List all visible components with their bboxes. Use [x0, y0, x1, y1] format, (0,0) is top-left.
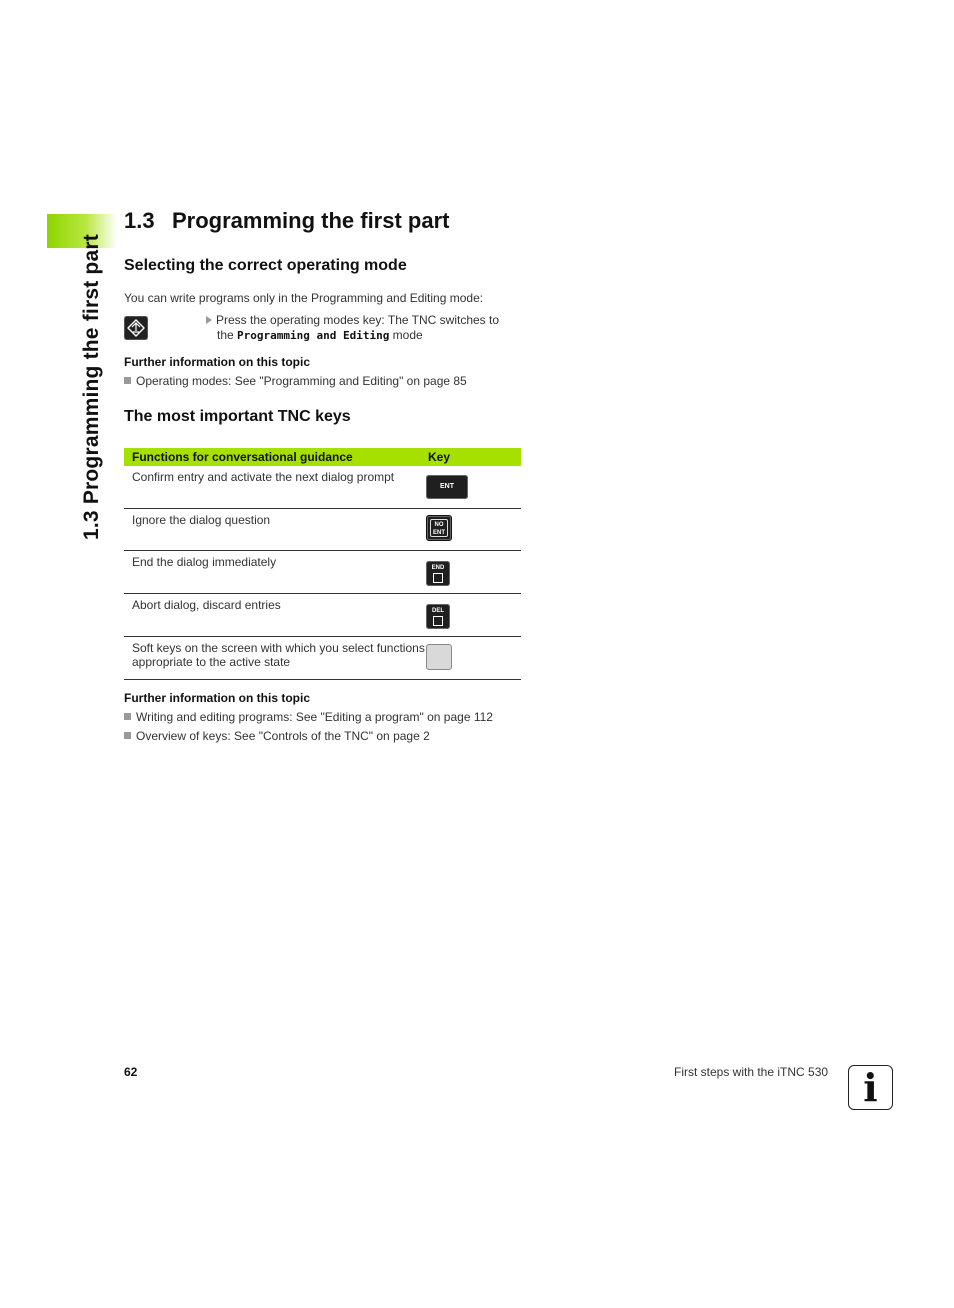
key-label-top: NO	[434, 522, 444, 528]
instruction-text: Press the operating modes key: The TNC switches to	[216, 313, 500, 327]
info-icon: i	[848, 1065, 893, 1110]
key-cell	[426, 594, 521, 637]
instruction-the: the	[217, 328, 238, 342]
key-label: DEL	[432, 608, 444, 614]
subheading-operating-mode: Selecting the correct operating mode	[124, 257, 407, 274]
end-key-icon	[426, 561, 450, 586]
section-number: 1.3	[124, 208, 155, 233]
keys-table	[124, 448, 521, 680]
mode-name: Programming and Editing	[237, 329, 390, 342]
key-cell	[426, 551, 521, 594]
header-key: Key	[426, 448, 521, 466]
key-cell	[426, 637, 521, 680]
soft-key-icon	[426, 644, 452, 670]
further-info-title-1: Further information on this topic	[124, 355, 310, 369]
key-cell	[426, 509, 521, 551]
table-row	[124, 637, 521, 680]
further-info-title-2: Further information on this topic	[124, 691, 310, 705]
table-row	[124, 551, 521, 594]
function-cell: Confirm entry and activate the next dialog prompt	[124, 466, 426, 509]
bullet-square-icon	[124, 377, 131, 384]
table-row	[124, 509, 521, 551]
key-label-bottom: ENT	[433, 530, 445, 536]
instruction-post: mode	[389, 328, 423, 342]
function-cell: Ignore the dialog question	[124, 509, 426, 551]
ent-key-icon: ENT	[426, 475, 468, 499]
function-cell: Abort dialog, discard entries	[124, 594, 426, 637]
further-info-bullet	[124, 729, 430, 743]
del-key-icon	[426, 604, 450, 629]
bullet-square-icon	[124, 713, 131, 720]
instruction-step	[206, 313, 526, 343]
key-cell	[426, 466, 521, 509]
key-label: END	[431, 565, 445, 571]
step-arrow-icon	[206, 316, 212, 324]
bullet-text: Operating modes: See "Programming and Editing" on page 85	[136, 374, 467, 388]
table-header-row	[124, 448, 521, 466]
function-cell: End the dialog immediately	[124, 551, 426, 594]
intro-text: You can write programs only in the Programming and Editing mode:	[124, 291, 484, 305]
bullet-text: Writing and editing programs: See "Editing a program" on page 112	[136, 710, 493, 724]
side-tab-title: 1.3 Programming the first part	[80, 234, 103, 540]
programming-mode-key-icon	[124, 316, 148, 340]
header-functions: Functions for conversational guidance	[124, 448, 426, 466]
table-row	[124, 466, 521, 509]
subheading-tnc-keys: The most important TNC keys	[124, 408, 351, 425]
bullet-square-icon	[124, 732, 131, 739]
no-ent-key-icon	[426, 515, 452, 541]
bullet-text: Overview of keys: See "Controls of the TNC" on page 2	[136, 729, 430, 743]
section-title: Programming the first part	[172, 208, 450, 233]
table-row	[124, 594, 521, 637]
footer-text: First steps with the iTNC 530	[674, 1065, 829, 1079]
function-cell: Soft keys on the screen with which you select functions appropriate to the active state	[124, 637, 426, 680]
page-number: 62	[124, 1065, 138, 1079]
further-info-bullet	[124, 374, 467, 388]
further-info-bullet	[124, 710, 493, 724]
page-title	[124, 208, 449, 234]
